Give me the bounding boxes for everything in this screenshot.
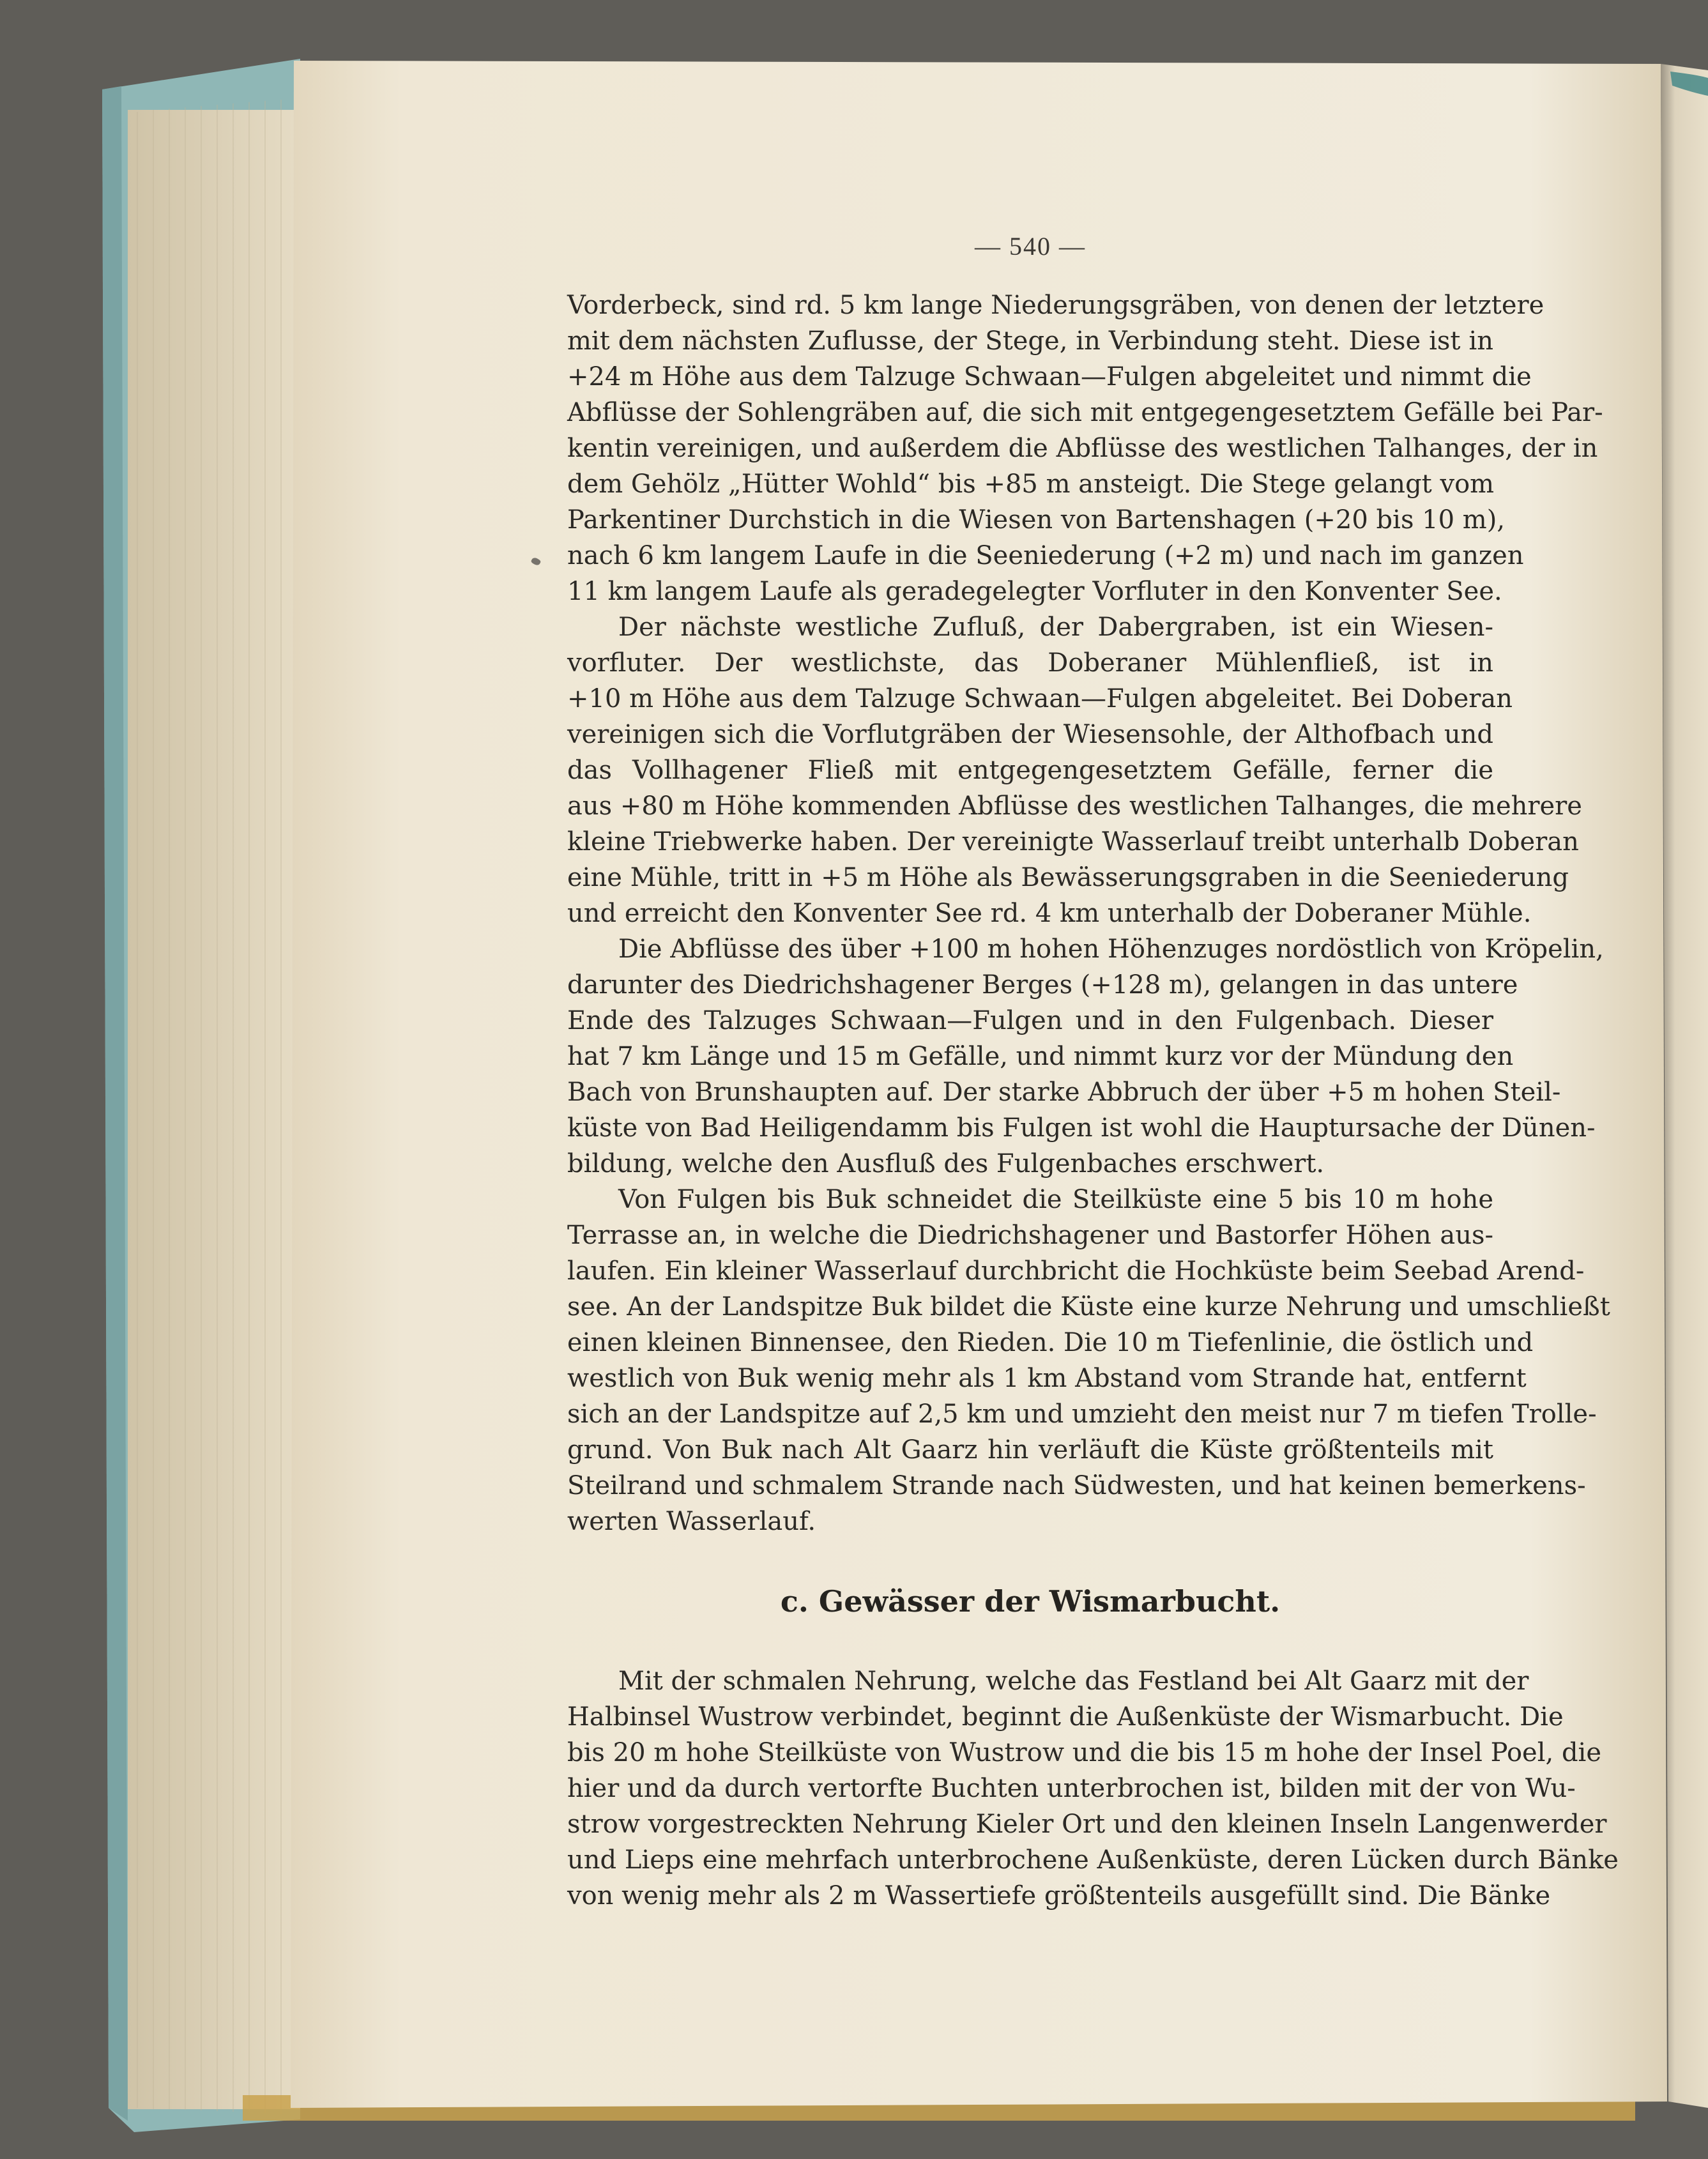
text-line: dem Gehölz „Hütter Wohld“ bis +85 m ansteigt. Die Stege gelangt vom <box>567 469 1495 499</box>
text-line: aus +80 m Höhe kommenden Abflüsse des westlichen Talhanges, die mehrere <box>567 791 1582 821</box>
text-line: hier und da durch vertorfte Buchten unterbrochen ist, bilden mit der von Wu- <box>567 1774 1576 1803</box>
text-line: eine Mühle, tritt in +5 m Höhe als Bewässerungsgraben in die Seeniederung <box>567 863 1569 892</box>
text-line: bis 20 m hohe Steilküste von Wustrow und die bis 15 m hohe der Insel Poel, die <box>567 1738 1602 1767</box>
text-line: Bach von Brunshaupten auf. Der starke Abbruch der über +5 m hohen Steil- <box>567 1078 1561 1107</box>
text-line: Von Fulgen bis Buk schneidet die Steilküste eine 5 bis 10 m hohe <box>618 1185 1493 1214</box>
text-line: +24 m Höhe aus dem Talzuge Schwaan—Fulgen abgeleitet und nimmt die <box>567 362 1532 392</box>
text-line: Vorderbeck, sind rd. 5 km lange Niederungsgräben, von denen der letztere <box>567 291 1544 320</box>
text-line: bildung, welche den Ausfluß des Fulgenbaches erschwert. <box>567 1149 1325 1179</box>
text-line: küste von Bad Heiligendamm bis Fulgen ist wohl die Hauptursache der Dünen- <box>567 1113 1596 1143</box>
text-line: nach 6 km langem Laufe in die Seeniederung (+2 m) und nach im ganzen <box>567 541 1524 570</box>
text-line: see. An der Landspitze Buk bildet die Küste eine kurze Nehrung und umschließt <box>567 1292 1610 1322</box>
text-line: Halbinsel Wustrow verbindet, beginnt die Außenküste der Wismarbucht. Die <box>567 1702 1564 1732</box>
text-line: Mit der schmalen Nehrung, welche das Festland bei Alt Gaarz mit der <box>618 1667 1529 1696</box>
text-line: westlich von Buk wenig mehr als 1 km Abstand vom Strande hat, entfernt <box>567 1364 1527 1393</box>
text-line: kleine Triebwerke haben. Der vereinigte Wasserlauf treibt unterhalb Doberan <box>567 827 1579 857</box>
text-line: laufen. Ein kleiner Wasserlauf durchbricht die Hochküste beim Seebad Arend- <box>567 1256 1585 1286</box>
text-line: und erreicht den Konventer See rd. 4 km unterhalb der Doberaner Mühle. <box>567 899 1532 928</box>
text-line: Abflüsse der Sohlengräben auf, die sich mit entgegengesetztem Gefälle bei Par- <box>567 398 1603 427</box>
text-line: Terrasse an, in welche die Diedrichshagener und Bastorfer Höhen aus- <box>567 1221 1493 1250</box>
text-line: mit dem nächsten Zuflusse, der Stege, in Verbindung steht. Diese ist in <box>567 326 1493 356</box>
text-line: hat 7 km Länge und 15 m Gefälle, und nimmt kurz vor der Mündung den <box>567 1042 1514 1071</box>
text-line: Steilrand und schmalem Strande nach Südwesten, und hat keinen bemerkens- <box>567 1471 1586 1500</box>
text-line: einen kleinen Binnensee, den Rieden. Die 10 m Tiefenlinie, die östlich und <box>567 1328 1534 1357</box>
text-line: Parkentiner Durchstich in die Wiesen von Bartenshagen (+20 bis 10 m), <box>567 505 1506 535</box>
text-line: darunter des Diedrichshagener Berges (+128 m), gelangen in das untere <box>567 970 1518 1000</box>
text-line: strow vorgestreckten Nehrung Kieler Ort und den kleinen Inseln Langenwerder <box>567 1810 1607 1839</box>
text-line: grund. Von Buk nach Alt Gaarz hin verläuft die Küste größtenteils mit <box>567 1435 1493 1465</box>
text-line: werten Wasserlauf. <box>567 1507 816 1536</box>
text-line: +10 m Höhe aus dem Talzuge Schwaan—Fulgen abgeleitet. Bei Doberan <box>567 684 1513 713</box>
text-line: vereinigen sich die Vorflutgräben der Wiesensohle, der Althofbach und <box>567 720 1493 749</box>
page-number: — 540 — <box>975 232 1086 261</box>
text-line: vorfluter. Der westlichste, das Doberaner Mühlenfließ, ist in <box>567 648 1493 678</box>
text-line: sich an der Landspitze auf 2,5 km und umzieht den meist nur 7 m tiefen Trolle- <box>567 1400 1597 1429</box>
text-line: und Lieps eine mehrfach unterbrochene Außenküste, deren Lücken durch Bänke <box>567 1845 1619 1875</box>
text-line: kentin vereinigen, und außerdem die Abflüsse des westlichen Talhanges, der in <box>567 434 1598 463</box>
text-line: Ende des Talzuges Schwaan—Fulgen und in den Fulgenbach. Dieser <box>567 1006 1493 1035</box>
section-heading: c. Gewässer der Wismarbucht. <box>780 1584 1281 1619</box>
text-line: Die Abflüsse des über +100 m hohen Höhenzuges nordöstlich von Kröpelin, <box>618 935 1604 964</box>
text-line: von wenig mehr als 2 m Wassertiefe größtenteils ausgefüllt sind. Die Bänke <box>567 1881 1551 1911</box>
text-line: 11 km langem Laufe als geradegelegter Vorfluter in den Konventer See. <box>567 577 1502 606</box>
text-line: Der nächste westliche Zufluß, der Dabergraben, ist ein Wiesen- <box>618 613 1493 642</box>
text-line: das Vollhagener Fließ mit entgegengesetztem Gefälle, ferner die <box>567 756 1493 785</box>
